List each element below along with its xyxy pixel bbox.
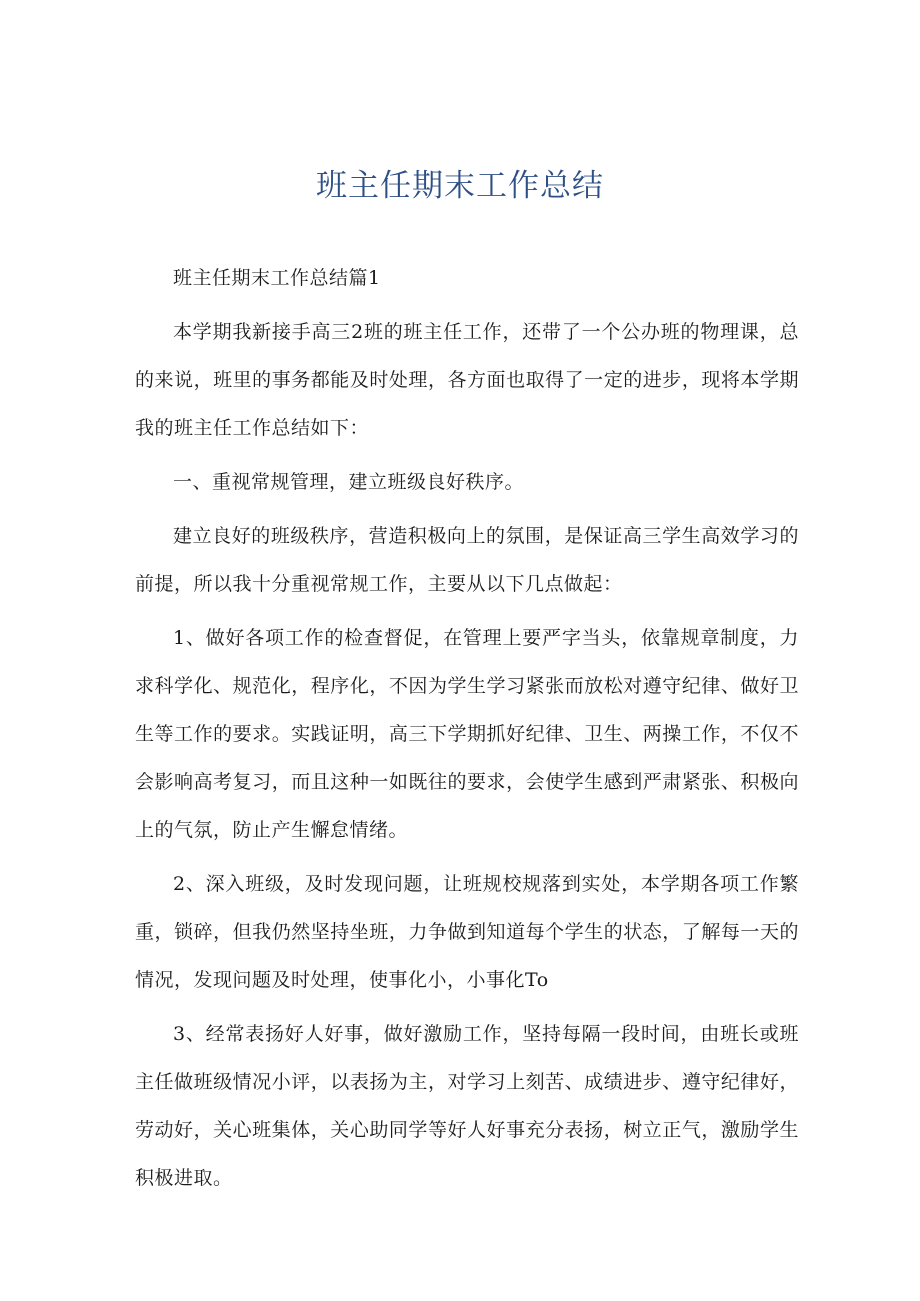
intro-paragraph: 本学期我新接手高三2班的班主任工作，还带了一个公办班的物理课，总的来说，班里的事务都能及时处理，各方面也取得了一定的进步，现将本学期我的班主任工作总结如下：	[135, 321, 799, 439]
section-heading: 班主任期末工作总结篇1	[173, 267, 381, 289]
body-paragraph: 建立良好的班级秩序，营造积极向上的氛围，是保证高三学生高效学习的前提，所以我十分重视常规工作，主要从以下几点做起：	[135, 525, 799, 595]
document-title: 班主任期末工作总结	[316, 168, 604, 204]
list-item-paragraph: 2、深入班级，及时发现问题，让班规校规落到实处，本学期各项工作繁重，锁碎，但我仍然坚持坐班，力争做到知道每个学生的状态，了解每一天的情况，发现问题及时处理，使事化小，小事化To	[135, 873, 799, 991]
subsection-heading: 一、重视常规管理，建立班级良好秩序。	[173, 471, 525, 493]
list-item-paragraph: 3、经常表扬好人好事，做好激励工作，坚持每隔一段时间，由班长或班主任做班级情况小评，以表扬为主，对学习上刻苦、成绩进步、遵守纪律好，劳动好，关心班集体，关心助同学等好人好事充分表扬，树立正气，激励学生积极进取。	[135, 1023, 799, 1189]
list-item-paragraph: 1、做好各项工作的检查督促，在管理上要严字当头，依靠规章制度，力求科学化、规范化，程序化，不因为学生学习紧张而放松对遵守纪律、做好卫生等工作的要求。实践证明，高三下学期抓好纪律、卫生、两操工作，不仅不会影响高考复习，而且这种一如既往的要求，会使学生感到严肃紧张、积极向上的气氛，防止产生懈怠情绪。	[135, 627, 799, 841]
document-body	[135, 254, 799, 1202]
